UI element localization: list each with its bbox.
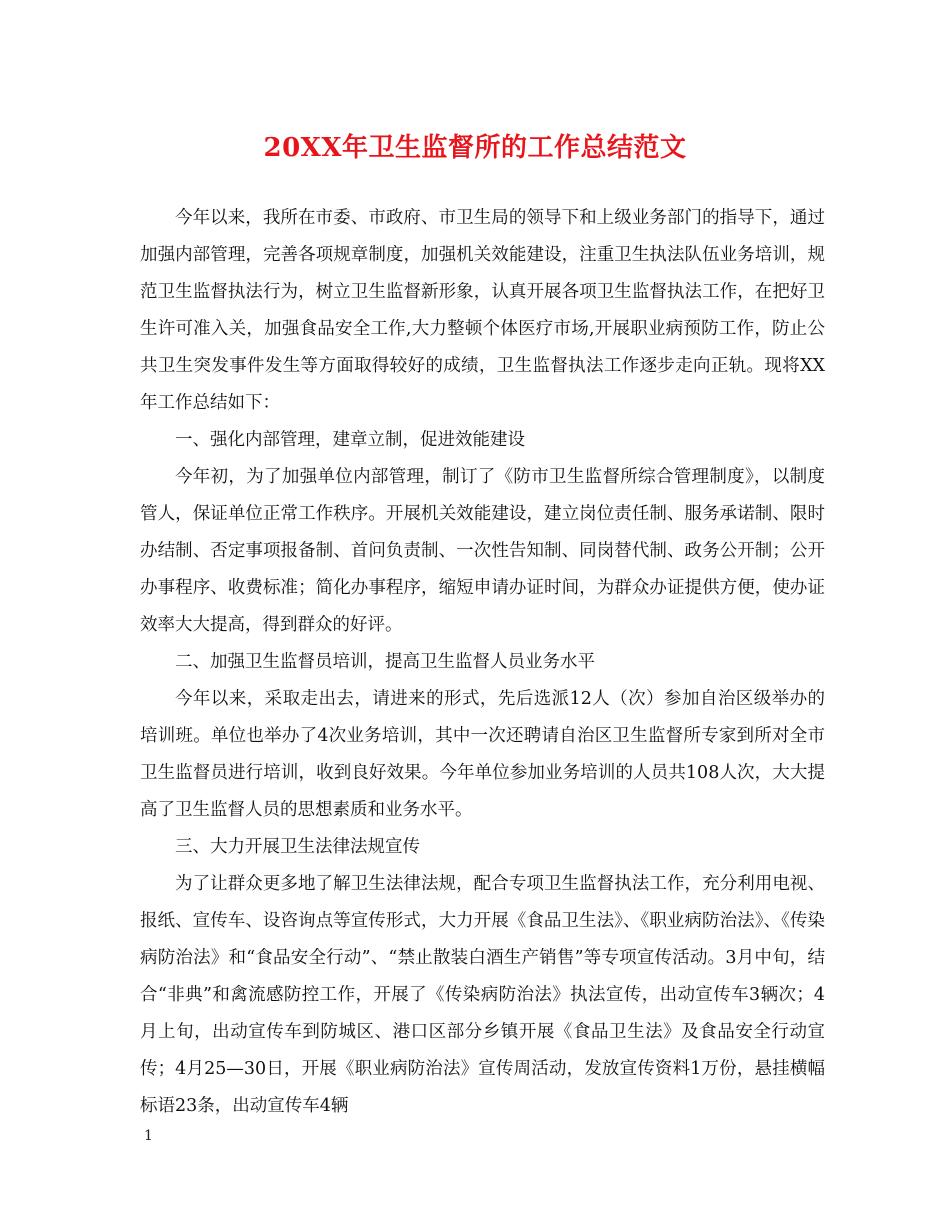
paragraph-section-3: 为了让群众更多地了解卫生法律法规，配合专项卫生监督执法工作，充分利用电视、报纸、宣传车、设咨询点等宣传形式，大力开展《食品卫生法》、《职业病防治法》、《传染病防治法》和“食品安全行动”、“禁止散装白酒生产销售”等专项宣传活动。3月中旬，结合“非典”和禽流感防控工作，开展了《传染病防治法》执法宣传，出动宣传车3辆次；4月上旬，出动宣传车到防城区、港口区部分乡镇开展《食品卫生法》及食品安全行动宣传；4月25—30日，开展《职业病防治法》宣传周活动，发放宣传资料1万份，悬挂横幅标语23条，出动宣传车4辆	[140, 874, 825, 1116]
page-number: 1	[144, 1128, 153, 1144]
document-title: 20XX年卫生监督所的工作总结范文	[263, 133, 687, 163]
document-body	[140, 200, 825, 1125]
section-heading-2: 二、加强卫生监督员培训，提高卫生监督人员业务水平	[175, 652, 595, 672]
paragraph-section-2: 今年以来，采取走出去，请进来的形式，先后选派12人（次）参加自治区级举办的培训班。单位也举办了4次业务培训，其中一次还聘请自治区卫生监督所专家到所对全市卫生监督员进行培训，收到良好效果。今年单位参加业务培训的人员共108人次，大大提高了卫生监督人员的思想素质和业务水平。	[140, 689, 825, 820]
paragraph-intro: 今年以来，我所在市委、市政府、市卫生局的领导下和上级业务部门的指导下，通过加强内部管理，完善各项规章制度，加强机关效能建设，注重卫生执法队伍业务培训，规范卫生监督执法行为，树立卫生监督新形象，认真开展各项卫生监督执法工作，在把好卫生许可准入关，加强食品安全工作,大力整顿个体医疗市场,开展职业病预防工作，防止公共卫生突发事件发生等方面取得较好的成绩，卫生监督执法工作逐步走向正轨。现将XX年工作总结如下：	[140, 208, 825, 413]
section-heading-3: 三、大力开展卫生法律法规宣传	[175, 837, 420, 857]
section-heading-1: 一、强化内部管理，建章立制，促进效能建设	[175, 430, 525, 450]
paragraph-section-1: 今年初，为了加强单位内部管理，制订了《防市卫生监督所综合管理制度》，以制度管人，保证单位正常工作秩序。开展机关效能建设，建立岗位责任制、服务承诺制、限时办结制、否定事项报备制、首问负责制、一次性告知制、同岗替代制、政务公开制；公开办事程序、收费标准；简化办事程序，缩短申请办证时间，为群众办证提供方便，使办证效率大大提高，得到群众的好评。	[140, 467, 825, 635]
